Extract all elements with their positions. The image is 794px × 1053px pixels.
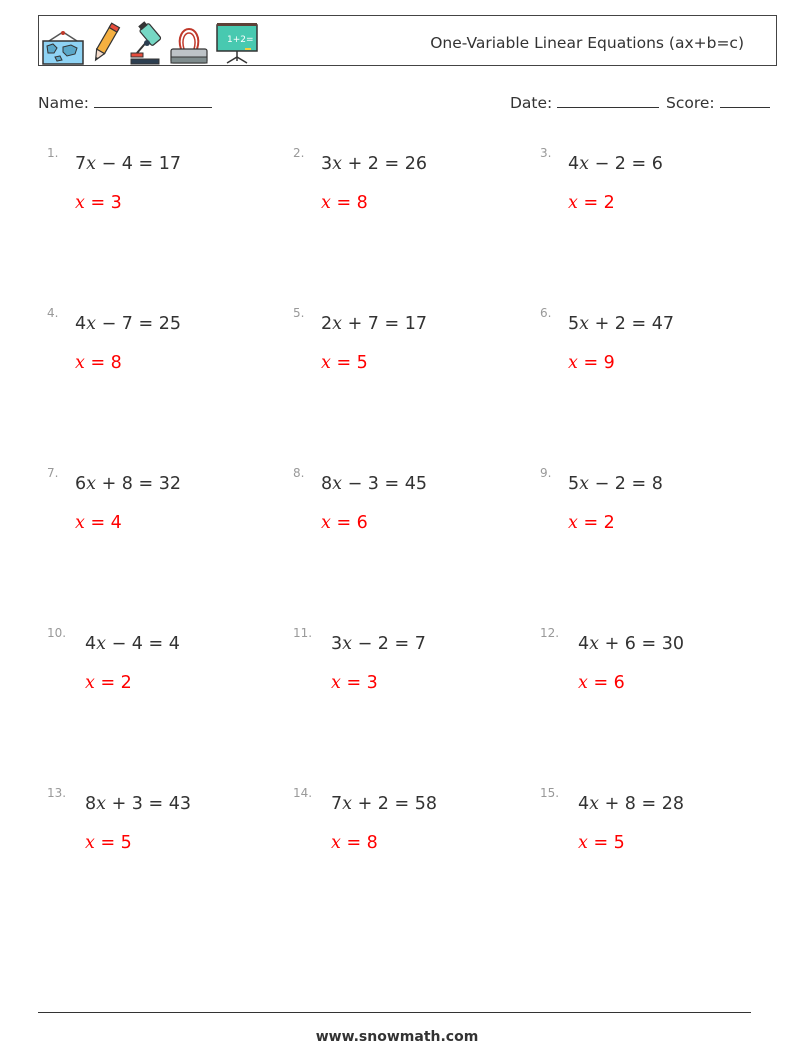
answer-value: = 8 (84, 353, 122, 373)
equation-variable: x (342, 794, 353, 814)
problem-number: 7. (47, 466, 59, 480)
chalkboard-icon (215, 21, 259, 65)
answer-value: = 5 (587, 833, 625, 853)
equation-variable: x (332, 474, 343, 494)
footer-divider (38, 1012, 751, 1013)
problem-item (47, 466, 277, 566)
answer-variable: x (75, 353, 85, 373)
problem-answer (85, 833, 132, 853)
problem-answer (568, 353, 615, 373)
equation-variable: x (332, 154, 343, 174)
equation-coefficient: 3 (321, 154, 333, 174)
problem-item (540, 466, 770, 566)
problem-answer (331, 833, 378, 853)
problem-number: 12. (540, 626, 560, 640)
problem-answer (578, 833, 625, 853)
equation-variable: x (589, 634, 600, 654)
problem-number: 8. (293, 466, 305, 480)
problem-item (47, 306, 277, 406)
equation-rest: − 3 = 45 (342, 474, 427, 494)
svg-text:1+2=: 1+2= (227, 35, 254, 45)
problem-number: 5. (293, 306, 305, 320)
problem-item (293, 466, 523, 566)
footer-url[interactable]: www.snowmath.com (315, 1029, 479, 1045)
problem-equation (568, 314, 674, 334)
problem-number: 9. (540, 466, 552, 480)
answer-value: = 2 (577, 193, 615, 213)
problem-equation (321, 154, 427, 174)
equation-coefficient: 4 (578, 634, 590, 654)
date-field[interactable] (510, 93, 659, 112)
answer-variable: x (568, 193, 578, 213)
answer-value: = 6 (330, 513, 368, 533)
equation-rest: + 7 = 17 (342, 314, 427, 334)
answer-variable: x (85, 833, 95, 853)
equation-rest: − 2 = 8 (589, 474, 663, 494)
problem-number: 10. (47, 626, 67, 640)
problem-equation (331, 794, 437, 814)
answer-value: = 5 (330, 353, 368, 373)
problem-number: 11. (293, 626, 313, 640)
problem-item (540, 626, 770, 726)
answer-value: = 2 (94, 673, 132, 693)
equation-coefficient: 2 (321, 314, 333, 334)
answer-value: = 2 (577, 513, 615, 533)
equation-variable: x (579, 314, 590, 334)
answer-variable: x (321, 513, 331, 533)
problem-item (47, 146, 277, 246)
microscope-icon (127, 21, 163, 65)
answer-value: = 8 (330, 193, 368, 213)
problem-item (47, 626, 277, 726)
problem-number: 4. (47, 306, 59, 320)
answer-value: = 5 (94, 833, 132, 853)
equation-rest: − 4 = 4 (106, 634, 180, 654)
answer-value: = 6 (587, 673, 625, 693)
equation-coefficient: 4 (578, 794, 590, 814)
answer-variable: x (321, 193, 331, 213)
equation-coefficient: 5 (568, 474, 580, 494)
equation-rest: − 2 = 6 (589, 154, 663, 174)
name-blank[interactable] (94, 93, 212, 108)
equation-rest: + 2 = 26 (342, 154, 427, 174)
name-label: Name: (38, 94, 89, 112)
map-board-icon (41, 31, 85, 65)
answer-variable: x (568, 353, 578, 373)
equation-coefficient: 5 (568, 314, 580, 334)
answer-value: = 9 (577, 353, 615, 373)
problem-item (540, 306, 770, 406)
problem-equation (578, 634, 684, 654)
score-field[interactable] (666, 93, 770, 112)
answer-variable: x (75, 193, 85, 213)
answer-value: = 8 (340, 833, 378, 853)
problem-item (293, 306, 523, 406)
score-blank[interactable] (720, 93, 770, 108)
problem-answer (75, 193, 122, 213)
problem-equation (568, 474, 663, 494)
worksheet-header (38, 15, 777, 66)
answer-variable: x (578, 673, 588, 693)
equation-variable: x (332, 314, 343, 334)
binder-clip-icon (169, 27, 209, 65)
problem-answer (578, 673, 625, 693)
answer-variable: x (578, 833, 588, 853)
problem-answer (568, 513, 615, 533)
problem-number: 2. (293, 146, 305, 160)
equation-variable: x (96, 794, 107, 814)
answer-value: = 4 (84, 513, 122, 533)
problem-equation (85, 634, 180, 654)
equation-coefficient: 4 (85, 634, 97, 654)
equation-variable: x (96, 634, 107, 654)
date-blank[interactable] (557, 93, 659, 108)
problem-number: 3. (540, 146, 552, 160)
problem-number: 6. (540, 306, 552, 320)
equation-rest: − 2 = 7 (352, 634, 426, 654)
equation-coefficient: 8 (85, 794, 97, 814)
equation-coefficient: 6 (75, 474, 87, 494)
problem-item (293, 626, 523, 726)
problem-answer (85, 673, 132, 693)
equation-variable: x (86, 314, 97, 334)
problem-equation (85, 794, 191, 814)
problem-equation (75, 474, 181, 494)
equation-variable: x (589, 794, 600, 814)
problem-equation (568, 154, 663, 174)
problem-equation (75, 314, 181, 334)
equation-rest: + 8 = 28 (599, 794, 684, 814)
answer-variable: x (321, 353, 331, 373)
equation-rest: + 2 = 58 (352, 794, 437, 814)
date-label: Date: (510, 94, 553, 112)
problem-equation (578, 794, 684, 814)
answer-variable: x (331, 673, 341, 693)
problem-number: 1. (47, 146, 59, 160)
problem-number: 13. (47, 786, 67, 800)
equation-rest: + 6 = 30 (599, 634, 684, 654)
equation-coefficient: 7 (75, 154, 87, 174)
problem-answer (321, 353, 368, 373)
answer-variable: x (75, 513, 85, 533)
equation-coefficient: 7 (331, 794, 343, 814)
problem-item (293, 786, 523, 886)
problem-answer (321, 513, 368, 533)
answer-variable: x (85, 673, 95, 693)
problem-answer (75, 353, 122, 373)
problem-equation (75, 154, 181, 174)
equation-variable: x (86, 154, 97, 174)
header-icons (41, 19, 259, 65)
problem-item (540, 146, 770, 246)
answer-value: = 3 (84, 193, 122, 213)
equation-rest: + 2 = 47 (589, 314, 674, 334)
problem-answer (331, 673, 378, 693)
problem-equation (321, 314, 427, 334)
equation-variable: x (579, 474, 590, 494)
answer-variable: x (331, 833, 341, 853)
problem-equation (321, 474, 427, 494)
problem-equation (331, 634, 426, 654)
problem-item (47, 786, 277, 886)
equation-coefficient: 4 (568, 154, 580, 174)
worksheet-title: One-Variable Linear Equations (ax+b=c) (430, 34, 744, 52)
problem-item (540, 786, 770, 886)
equation-variable: x (86, 474, 97, 494)
equation-variable: x (342, 634, 353, 654)
equation-coefficient: 4 (75, 314, 87, 334)
problem-number: 15. (540, 786, 560, 800)
equation-rest: + 8 = 32 (96, 474, 181, 494)
answer-variable: x (568, 513, 578, 533)
problem-answer (568, 193, 615, 213)
equation-coefficient: 3 (331, 634, 343, 654)
name-field[interactable] (38, 93, 212, 112)
problem-number: 14. (293, 786, 313, 800)
equation-variable: x (579, 154, 590, 174)
problem-item (293, 146, 523, 246)
equation-rest: − 4 = 17 (96, 154, 181, 174)
problem-answer (75, 513, 122, 533)
equation-rest: − 7 = 25 (96, 314, 181, 334)
pencil-icon (91, 21, 121, 65)
equation-coefficient: 8 (321, 474, 333, 494)
answer-value: = 3 (340, 673, 378, 693)
score-label: Score: (666, 94, 715, 112)
equation-rest: + 3 = 43 (106, 794, 191, 814)
problem-answer (321, 193, 368, 213)
